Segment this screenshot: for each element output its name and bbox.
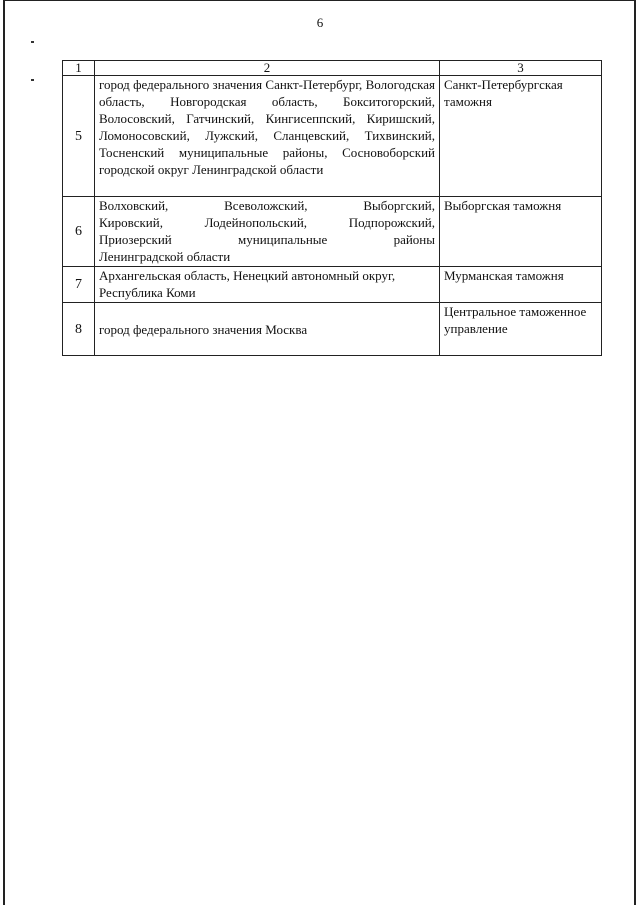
regions-table [62,60,602,356]
customs-office-cell: Центральное таможенное управление [440,303,602,356]
regions-line: Кировский, Лодейнопольский, Подпорожский, [99,215,435,230]
scan-mark [31,41,34,43]
table-row [63,197,602,267]
table-row [63,76,602,197]
column-header: 2 [95,61,440,76]
row-number: 6 [63,197,95,267]
customs-office-cell: Мурманская таможня [440,267,602,303]
column-header: 3 [440,61,602,76]
customs-office-cell: Выборгская таможня [440,197,602,267]
customs-office-cell: Санкт-Петербургская таможня [440,76,602,197]
page-border-top [3,0,636,1]
page-number: 6 [316,15,324,30]
regions-cell: город федерального значения Санкт-Петербург, Вологодская область, Новгородская область, Бокситогорский, Волосовский, Гатчинский, Кингисеппский, Киришский, Ломоносовский, Лужский, Сланцевский, Тихвинский, Тосненский муниципальные районы, Сосновоборский городской округ Ленинградской области [95,76,440,197]
regions-line: Ленинградской области [99,249,231,264]
row-number: 7 [63,267,95,303]
table-header-row [63,61,602,76]
regions-line: Волховский, Всеволожский, Выборгский, [99,198,435,213]
page-border-right [634,0,636,905]
row-number: 8 [63,303,95,356]
regions-line: Приозерский муниципальные районы [99,232,435,247]
regions-cell: город федерального значения Москва [95,303,440,356]
regions-cell: Архангельская область, Ненецкий автономный округ, Республика Коми [95,267,440,303]
table-row [63,303,602,356]
scan-mark [31,79,34,81]
regions-cell [95,197,440,267]
page-border-left [3,0,5,905]
column-header: 1 [63,61,95,76]
table-row [63,267,602,303]
row-number: 5 [63,76,95,197]
